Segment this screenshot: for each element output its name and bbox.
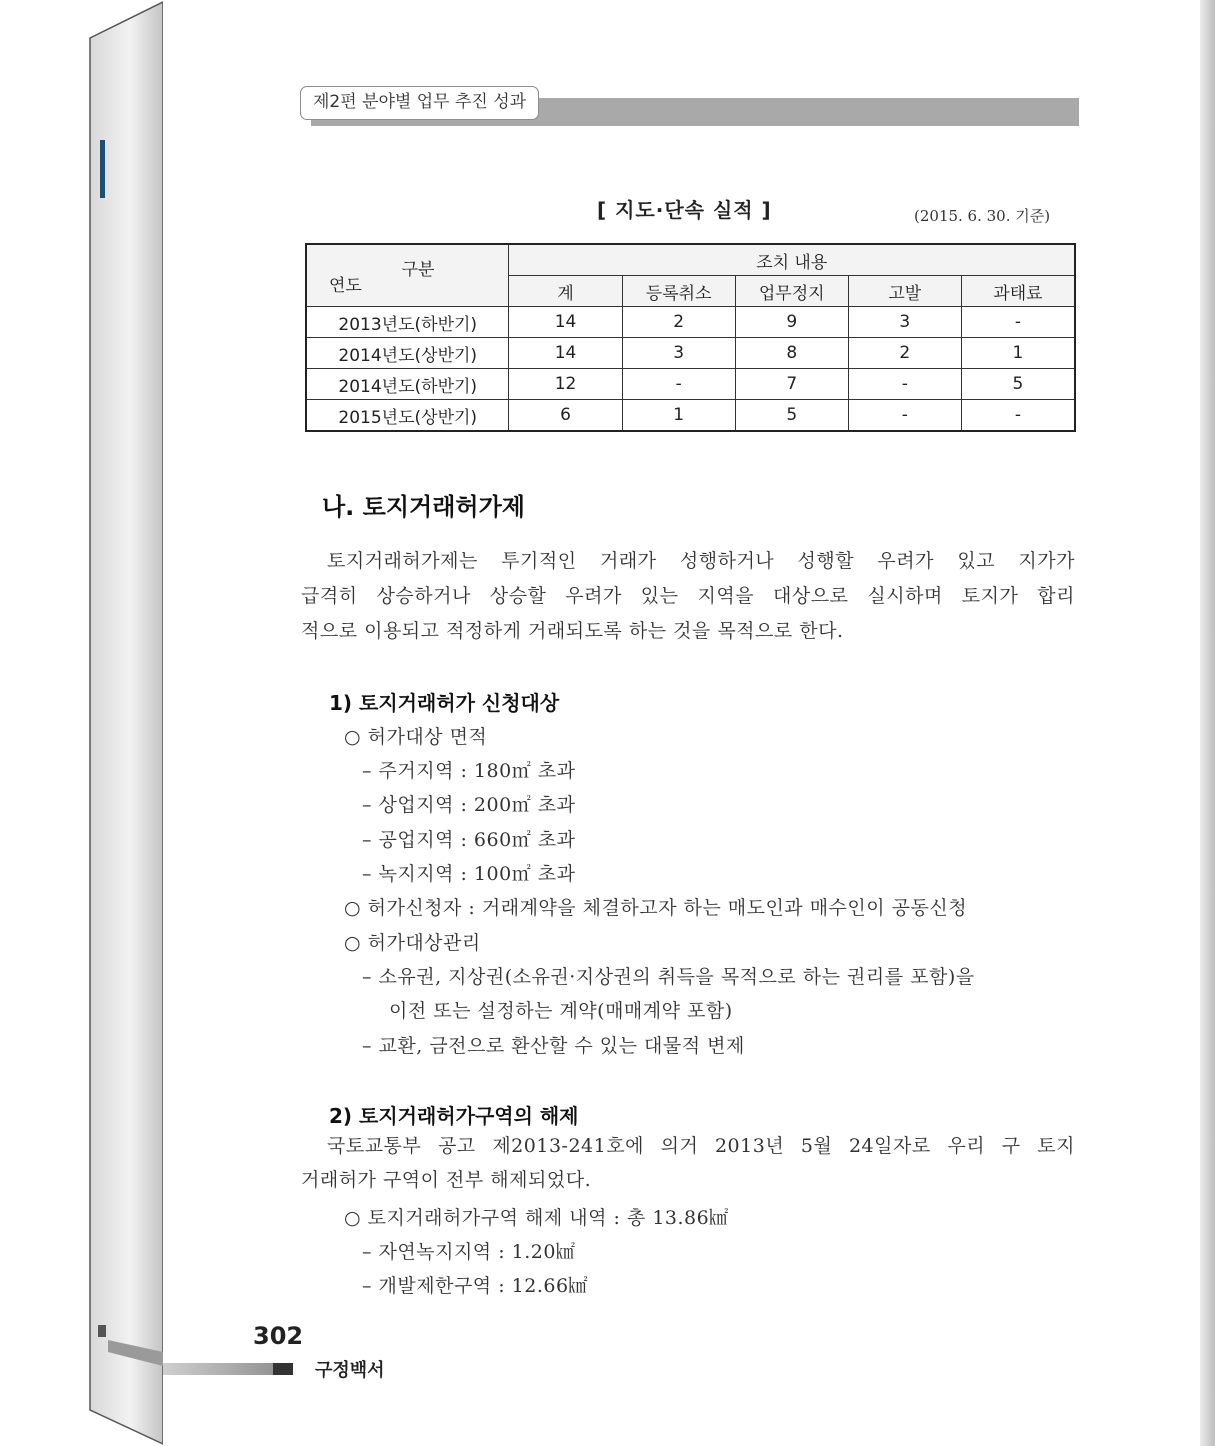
page-number: 302 — [253, 1322, 304, 1350]
table-cell: 9 — [735, 307, 848, 338]
column-header: 고발 — [848, 276, 961, 307]
table-cell: 3 — [622, 338, 735, 369]
intro-line: 토지거래허가제는 투기적인 거래가 성행하거나 성행할 우려가 있고 지가가 — [327, 550, 1075, 572]
book-spine — [88, 0, 164, 1446]
table-cell: 2 — [848, 338, 961, 369]
table-cell: - — [961, 400, 1075, 432]
table-title: [ 지도·단속 실적 ] — [597, 198, 772, 222]
dash-item: – 주거지역 : 180㎡ 초과 — [362, 760, 576, 782]
table-row — [306, 338, 1075, 369]
dash-item-continued: 이전 또는 설정하는 계약(매매계약 포함) — [389, 1000, 733, 1022]
dash-item: – 상업지역 : 200㎡ 초과 — [362, 794, 576, 816]
section-header-label: 제2편 분야별 업무 추진 성과 — [300, 86, 539, 120]
dash-item: – 녹지지역 : 100㎡ 초과 — [362, 863, 576, 885]
column-header: 등록취소 — [622, 276, 735, 307]
enforcement-table — [305, 243, 1076, 432]
dash-item: – 개발제한구역 : 12.66㎢ — [362, 1275, 589, 1297]
group-header: 조치 내용 — [509, 244, 1075, 276]
table-cell: 12 — [509, 369, 622, 400]
table-cell: 5 — [961, 369, 1075, 400]
footer-bar-accent — [273, 1363, 293, 1375]
dash-item: – 공업지역 : 660㎡ 초과 — [362, 829, 576, 851]
corner-label-category: 구분 — [401, 260, 435, 280]
column-header: 계 — [509, 276, 622, 307]
dash-item: – 소유권, 지상권(소유권·지상권의 취득을 목적으로 하는 권리를 포함)을 — [362, 966, 975, 988]
table-cell: 7 — [735, 369, 848, 400]
table-cell: 8 — [735, 338, 848, 369]
table-cell: 5 — [735, 400, 848, 432]
bullet-item: ○ 허가대상관리 — [344, 932, 481, 954]
subsection-title: 2) 토지거래허가구역의 해제 — [329, 1104, 579, 1128]
row-year: 2014년도(상반기) — [306, 338, 509, 369]
column-header: 과태료 — [961, 276, 1075, 307]
table-cell: - — [848, 400, 961, 432]
paragraph-line: 거래허가 구역이 전부 해제되었다. — [301, 1169, 592, 1191]
table-cell: 6 — [509, 400, 622, 432]
section-title: 나. 토지거래허가제 — [322, 493, 525, 521]
row-year: 2015년도(상반기) — [306, 400, 509, 432]
dash-item: – 자연녹지지역 : 1.20㎢ — [362, 1241, 576, 1263]
subsection-title: 1) 토지거래허가 신청대상 — [329, 691, 560, 715]
column-header: 업무정지 — [735, 276, 848, 307]
table-cell: - — [622, 369, 735, 400]
row-year: 2013년도(하반기) — [306, 307, 509, 338]
table-cell: - — [848, 369, 961, 400]
table-cell: 1 — [622, 400, 735, 432]
table-cell: 1 — [961, 338, 1075, 369]
book-title: 구정백서 — [315, 1360, 385, 1381]
paragraph-line: 국토교통부 공고 제2013-241호에 의거 2013년 5월 24일자로 우리 구 토지 — [327, 1135, 1075, 1157]
bullet-item: ○ 토지거래허가구역 해제 내역 : 총 13.86㎢ — [344, 1207, 729, 1229]
intro-line: 적으로 이용되고 적정하게 거래되도록 하는 것을 목적으로 한다. — [301, 620, 844, 642]
corner-label-year: 연도 — [329, 276, 362, 296]
table-cell: 2 — [622, 307, 735, 338]
dash-item: – 교환, 금전으로 환산할 수 있는 대물적 변제 — [362, 1035, 745, 1057]
table-corner-cell — [306, 244, 509, 307]
table-row — [306, 307, 1075, 338]
intro-line: 급격히 상승하거나 상승할 우려가 있는 지역을 대상으로 실시하며 토지가 합리 — [301, 585, 1075, 607]
table-row — [306, 400, 1075, 432]
table-cell: 14 — [509, 338, 622, 369]
page-edge — [1200, 0, 1215, 1446]
table-cell: 14 — [509, 307, 622, 338]
bullet-item: ○ 허가신청자 : 거래계약을 체결하고자 하는 매도인과 매수인이 공동신청 — [344, 897, 968, 919]
table-cell: - — [961, 307, 1075, 338]
table-date-note: (2015. 6. 30. 기준) — [914, 207, 1051, 225]
bullet-item: ○ 허가대상 면적 — [344, 726, 488, 748]
table-cell: 3 — [848, 307, 961, 338]
row-year: 2014년도(하반기) — [306, 369, 509, 400]
table-row — [306, 369, 1075, 400]
